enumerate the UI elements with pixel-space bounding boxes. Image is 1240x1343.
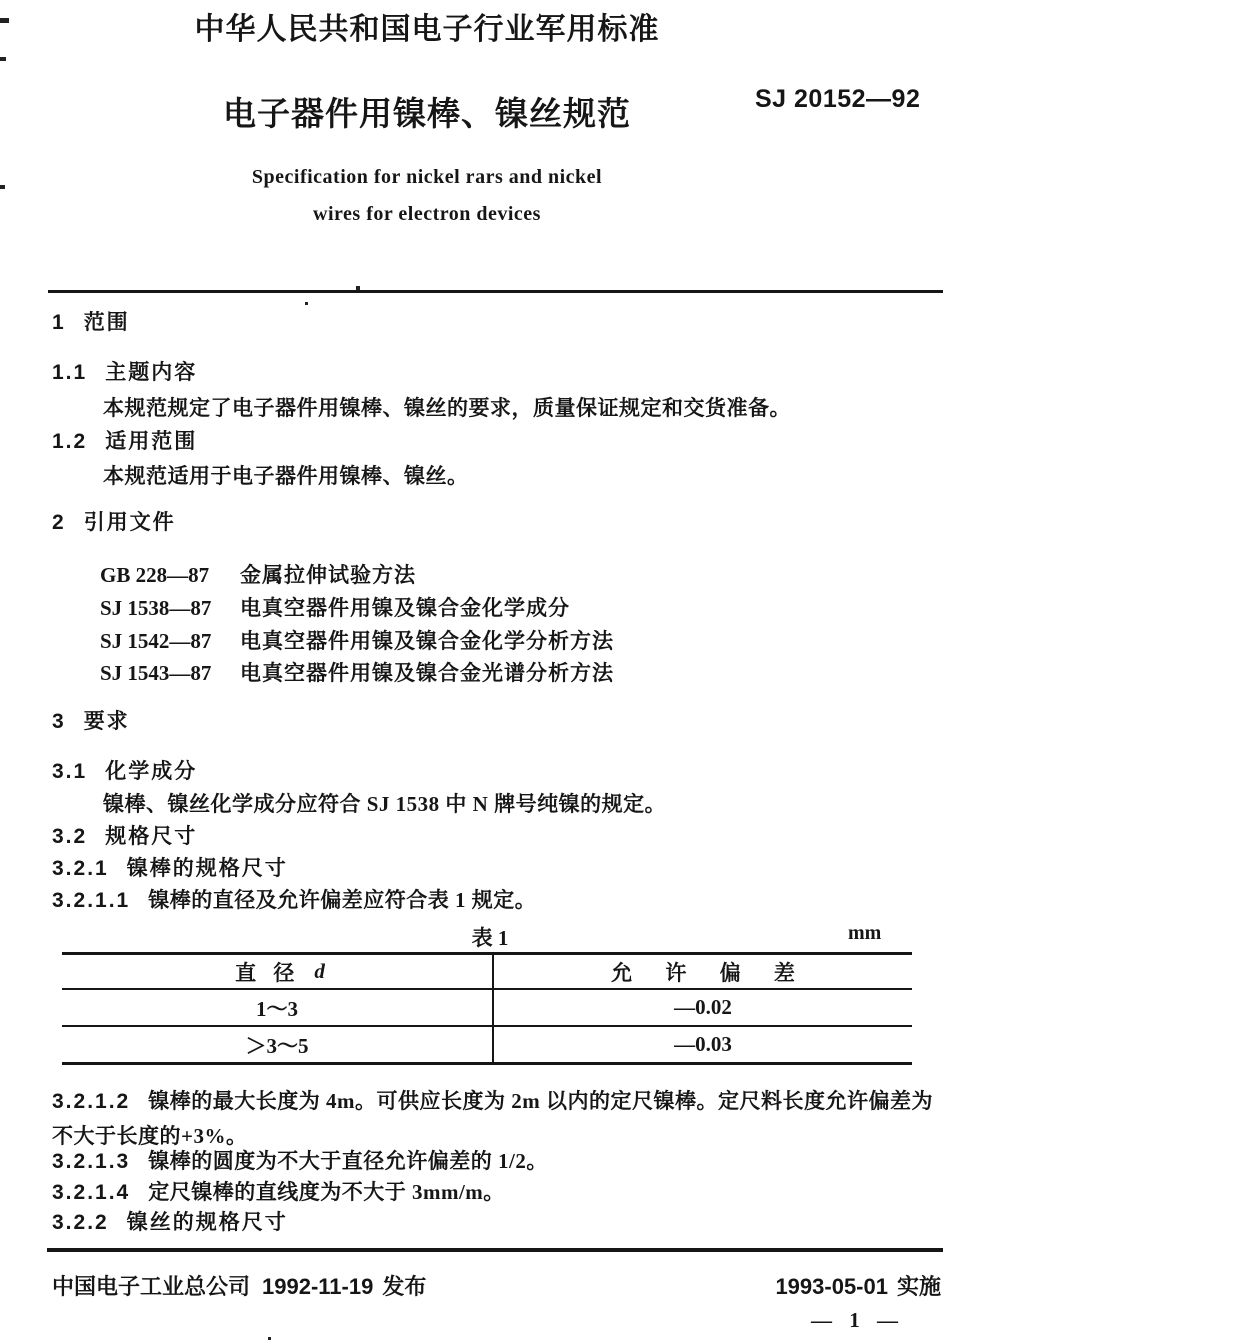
clause-title: 镍棒的规格尺寸 — [126, 857, 288, 880]
clause-title: 主题内容 — [105, 361, 198, 384]
reference-title: 金属拉伸试验方法 — [240, 563, 416, 587]
reference-code: SJ 1542—87 — [100, 629, 212, 653]
clause-3-2-heading — [52, 825, 197, 849]
table-unit: mm — [848, 922, 882, 944]
clause-number: 3.2.1 — [52, 857, 109, 880]
table-1 — [62, 952, 912, 1065]
clause-1-2-text: 本规范适用于电子器件用镍棒、镍丝。 — [103, 464, 469, 488]
section-2-heading — [52, 511, 176, 535]
clause-title: 化学成分 — [105, 760, 198, 783]
clause-1-2-heading — [52, 430, 197, 454]
clause-number: 3.2.1.1 — [52, 889, 131, 912]
cell-diameter: 1～3 — [62, 990, 494, 1025]
clause-3-1-text: 镍棒、镍丝化学成分应符合 SJ 1538 中 N 牌号纯镍的规定。 — [103, 792, 667, 816]
table-row — [62, 1027, 912, 1062]
scan-speck — [0, 185, 5, 189]
cell-tolerance: —0.03 — [674, 1032, 732, 1056]
cell-tolerance: —0.02 — [674, 995, 732, 1019]
clause-title: 镍丝的规格尺寸 — [126, 1211, 288, 1234]
header-cell-tolerance: 允 许 偏 差 — [611, 960, 809, 985]
document-title: 电子器件用镍棒、镍丝规范 — [223, 95, 631, 132]
footer-issue — [52, 1274, 426, 1299]
clause-number: 1.2 — [52, 430, 88, 453]
cell-diameter: ＞3～5 — [62, 1027, 494, 1062]
reference-item — [100, 596, 570, 620]
footer-implementation — [775, 1274, 941, 1299]
clause-3-2-1-4: 3.2.1.4 定尺镍棒的直线度为不大于 3mm/m。 — [52, 1180, 505, 1204]
clause-title: 要求 — [83, 710, 130, 733]
reference-code: GB 228—87 — [100, 563, 210, 587]
clause-number: 2 — [52, 511, 66, 534]
reference-code: SJ 1538—87 — [100, 596, 212, 620]
table-1-caption-row — [52, 922, 943, 948]
reference-item — [100, 661, 614, 685]
reference-item — [100, 629, 614, 653]
clause-number: 3.2 — [52, 825, 88, 848]
clause-3-2-2-heading — [52, 1211, 288, 1235]
clause-3-1-heading — [52, 760, 197, 784]
reference-title: 电真空器件用镍及镍合金化学成分 — [240, 596, 570, 620]
document-title-en-line2: wires for electron devices — [313, 203, 541, 225]
clause-3-2-1-1: 3.2.1.1 镍棒的直径及允许偏差应符合表 1 规定。 — [52, 888, 537, 912]
clause-number: 3.1 — [52, 760, 88, 783]
clause-number: 3.2.2 — [52, 1211, 109, 1234]
page-number: — 1 — — [811, 1308, 904, 1332]
clause-number: 3 — [52, 710, 66, 733]
clause-3-2-1-3: 3.2.1.3 镍棒的圆度为不大于直径允许偏差的 1/2。 — [52, 1149, 548, 1173]
clause-number: 3.2.1.2 — [52, 1090, 131, 1113]
clause-1-1-heading — [52, 361, 197, 385]
diameter-symbol: d — [314, 959, 325, 983]
clause-number: 3.2.1.4 — [52, 1181, 131, 1204]
clause-number: 1.1 — [52, 361, 88, 384]
issue-label: 发布 — [382, 1274, 427, 1299]
clause-3-2-1-heading — [52, 857, 288, 881]
section-1-heading — [52, 311, 130, 335]
footer-divider — [47, 1248, 943, 1252]
reference-title: 电真空器件用镍及镍合金光谱分析方法 — [240, 661, 614, 685]
document-title-en-line1: Specification for nickel rars and nickel — [251, 166, 603, 188]
implementation-label: 实施 — [896, 1274, 941, 1299]
table-row — [62, 990, 912, 1027]
scan-speck — [0, 57, 6, 61]
issuer-name: 中国电子工业总公司 — [52, 1274, 251, 1299]
clause-title: 规格尺寸 — [105, 825, 198, 848]
clause-title: 范围 — [83, 311, 130, 334]
reference-title: 电真空器件用镍及镍合金化学分析方法 — [240, 629, 614, 653]
clause-number: 1 — [52, 311, 66, 334]
table-header-row — [62, 955, 912, 990]
section-3-heading — [52, 710, 130, 734]
issue-date: 1992-11-19 — [262, 1274, 374, 1299]
clause-1-1-text: 本规范规定了电子器件用镍棒、镍丝的要求，质量保证规定和交货准备。 — [103, 396, 791, 420]
clause-title: 适用范围 — [105, 430, 198, 453]
scan-speck — [0, 18, 9, 23]
clause-3-2-1-2: 3.2.1.2 镍棒的最大长度为 4m。可供应长度为 2m 以内的定尺镍棒。定尺料长度允许偏差为不大于长度的+3%。 — [52, 1089, 933, 1148]
implementation-date: 1993-05-01 — [775, 1274, 888, 1299]
clause-title: 引用文件 — [83, 511, 176, 534]
standard-type-title: 中华人民共和国电子行业军用标准 — [194, 13, 660, 46]
clause-number: 3.2.1.3 — [52, 1150, 131, 1173]
header-cell-diameter: 直 径 d — [62, 955, 494, 988]
table-caption: 表 1 — [471, 926, 509, 950]
header-divider — [48, 290, 943, 293]
reference-code: SJ 1543—87 — [100, 661, 212, 685]
standard-number: SJ 20152—92 — [755, 85, 921, 113]
page-content — [52, 0, 943, 1343]
reference-item — [100, 563, 416, 587]
